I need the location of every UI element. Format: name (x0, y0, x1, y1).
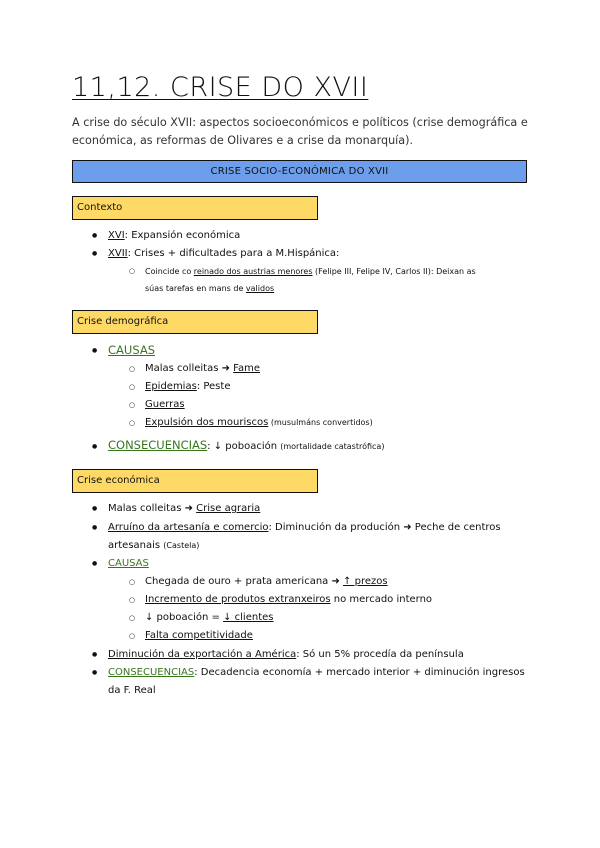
list-item: Expulsión dos mouriscos (musulmáns convertidos) (145, 417, 373, 428)
sub-list-item-continued: súas tarefas en mans de validos (145, 284, 275, 293)
bullet-circle-icon: ○ (129, 419, 136, 427)
list-item: XVI: Expansión económica (108, 230, 241, 241)
list-item: Malas colleitas ➜ Fame (145, 363, 261, 374)
list-item: Incremento de produtos extranxeiros no mercado interno (145, 594, 433, 605)
page-title: 11,12. CRISE DO XVII (72, 72, 369, 103)
list-item: Epidemias: Peste (145, 381, 231, 392)
consecuencias-item: CONSECUENCIAS: Decadencia economía + mercado interior + diminución ingresos (108, 667, 525, 678)
consecuencias-item: CONSECUENCIAS: ↓ poboación (mortalidade catastrófica) (108, 438, 385, 452)
bullet-circle-icon: ○ (129, 401, 136, 409)
bullet-disc-icon: ● (92, 560, 98, 567)
list-item: ↓ poboación = ↓ clientes (145, 612, 274, 623)
intro-paragraph: A crise do século XVII: aspectos socioeconómicos e políticos (crise demográfica e económica, as reformas de Olivares e a crise da monarquía). (72, 116, 528, 147)
sub-list-item: Coincide co reinado dos austrias menores (Felipe III, Felipe IV, Carlos II): Deixan as (145, 267, 476, 276)
section-banner: CRISE SOCIO-ECONÓMICA DO XVII (72, 160, 527, 183)
demografica-header: Crise demográfica (72, 310, 318, 334)
contexto-header: Contexto (72, 196, 318, 220)
bullet-circle-icon: ○ (129, 614, 136, 622)
causas-heading: CAUSAS (108, 343, 155, 357)
bullet-disc-icon: ● (92, 505, 98, 512)
bullet-disc-icon: ● (92, 443, 98, 450)
causas-heading: CAUSAS (108, 558, 149, 569)
bullet-disc-icon: ● (92, 250, 98, 257)
bullet-circle-icon: ○ (129, 383, 136, 391)
bullet-disc-icon: ● (92, 347, 98, 354)
list-item-continued: artesanais (Castela) (108, 540, 200, 551)
bullet-disc-icon: ● (92, 669, 98, 676)
list-item: Arruíno da artesanía e comercio: Diminución da produción ➜ Peche de centros (108, 522, 501, 533)
list-item: Malas colleitas ➜ Crise agraria (108, 503, 261, 514)
bullet-circle-icon: ○ (129, 578, 136, 586)
bullet-circle-icon: ○ (129, 365, 136, 373)
consecuencias-item-continued: da F. Real (108, 685, 156, 696)
list-item: Falta competitividade (145, 630, 253, 641)
list-item: XVII: Crises + dificultades para a M.Hispánica: (108, 248, 340, 259)
bullet-circle-icon: ○ (129, 267, 136, 275)
bullet-circle-icon: ○ (129, 596, 136, 604)
bullet-disc-icon: ● (92, 524, 98, 531)
list-item: Guerras (145, 399, 185, 410)
economica-header: Crise económica (72, 469, 318, 493)
list-item: Diminución da exportación a América: Só un 5% procedía da península (108, 649, 464, 660)
bullet-disc-icon: ● (92, 232, 98, 239)
bullet-disc-icon: ● (92, 651, 98, 658)
list-item: Chegada de ouro + prata americana ➜ ↑ prezos (145, 576, 388, 587)
bullet-circle-icon: ○ (129, 632, 136, 640)
